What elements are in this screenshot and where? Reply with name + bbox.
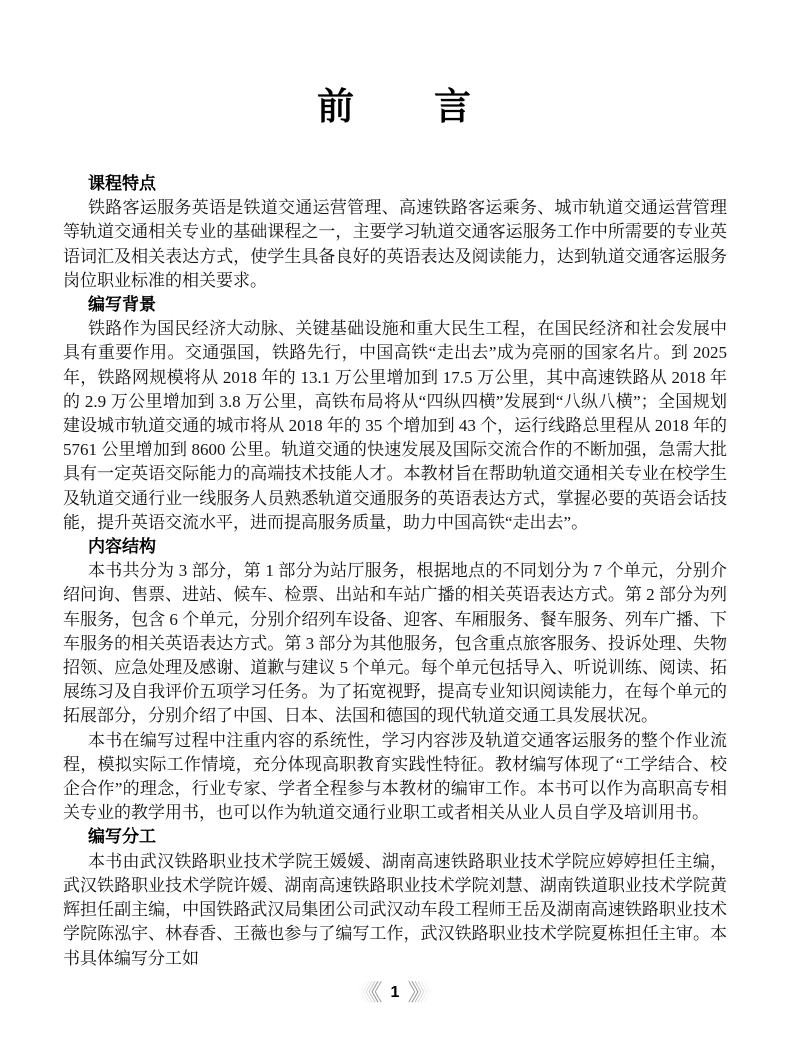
section-heading-writing-background: 编写背景	[88, 295, 156, 315]
paragraph-writing-background: 铁路作为国民经济大动脉、关键基础设施和重大民生工程，在国民经济和社会发展中具有重要作用。交通强国，铁路先行，中国高铁“走出去”成为亮丽的国家名片。到 2025 年，铁路网规模将从 2018 年的 13.1 万公里增加到 17.5 万公里，其中高速铁路从 2018 年的 2.9 万公里增加到 3.8 万公里，高铁布局将从“四纵四横”发展到“八纵八横”；全国规划建设城市轨道交通的城市将从 2018 年的 35 个增加到 43 个，运行线路总里程从 2018 年的 5761 公里增加到 8600 公里。轨道交通的快速发展及国际交流合作的不断加强，急需大批具有一定英语交际能力的高端技术技能人才。本教材旨在帮助轨道交通相关专业在校学生及轨道交通行业一线服务人员熟悉轨道交通服务的英语表达方式，掌握必要的英语会话技能，提升英语交流水平，进而提高服务质量，助力中国高铁“走出去”。	[63, 319, 727, 532]
section-course-features	[63, 172, 727, 293]
paragraph-writing-division: 本书由武汉铁路职业技术学院王媛媛、湖南高速铁路职业技术学院应婷婷担任主编，武汉铁路职业技术学院许媛、湖南高速铁路职业技术学院刘慧、湖南铁道职业技术学院黄辉担任副主编，中国铁路武汉局集团公司武汉动车段工程师王岳及湖南高速铁路职业技术学院陈泓宇、林春香、王薇也参与了编写工作，武汉铁路职业技术学院夏栋担任主审。本书具体编写分工如	[63, 851, 727, 968]
section-heading-course-features: 课程特点	[88, 174, 156, 193]
section-writing-background	[63, 293, 727, 535]
page-footer	[0, 981, 790, 1004]
section-heading-content-structure: 内容结构	[88, 537, 156, 557]
page-number: 1	[390, 983, 400, 1001]
page-title: 前 言	[317, 86, 473, 127]
section-content-structure	[63, 535, 727, 825]
right-chevron-ornament-icon: 》	[407, 980, 431, 1005]
section-writing-division	[63, 825, 727, 970]
paragraph-content-structure-1: 本书共分为 3 部分，第 1 部分为站厅服务，根据地点的不同划分为 7 个单元，分别介绍问询、售票、进站、候车、检票、出站和车站广播的相关英语表达方式。第 2 部分为列车服务，包含 6 个单元，分别介绍列车设备、迎客、车厢服务、餐车服务、列车广播、下车服务的相关英语表达方式。第 3 部分为其他服务，包含重点旅客服务、投诉处理、失物招领、应急处理及感谢、道歉与建议 5 个单元。每个单元包括导入、听说训练、阅读、拓展练习及自我评价五项学习任务。为了拓宽视野，提高专业知识阅读能力，在每个单元的拓展部分，分别介绍了中国、日本、法国和德国的现代轨道交通工具发展状况。	[63, 561, 727, 726]
paragraph-content-structure-2: 本书在编写过程中注重内容的系统性，学习内容涉及轨道交通客运服务的整个作业流程，模拟实际工作情境，充分体现高职教育实践性特征。教材编写体现了“工学结合、校企合作”的理念，行业专家、学者全程参与本教材的编审工作。本书可以作为高职高专相关专业的教学用书，也可以作为轨道交通行业职工或者相关从业人员自学及培训用书。	[63, 730, 727, 823]
section-heading-writing-division: 编写分工	[88, 827, 156, 847]
preface-content	[63, 172, 727, 971]
left-chevron-ornament-icon: 《	[359, 980, 383, 1005]
paragraph-course-features: 铁路客运服务英语是铁道交通运营管理、高速铁路客运乘务、城市轨道交通运营管理等轨道交通相关专业的基础课程之一，主要学习轨道交通客运服务工作中所需要的专业英语词汇及相关表达方式，使学生具备良好的英语表达及阅读能力，达到轨道交通客运服务岗位职业标准的相关要求。	[63, 198, 727, 290]
